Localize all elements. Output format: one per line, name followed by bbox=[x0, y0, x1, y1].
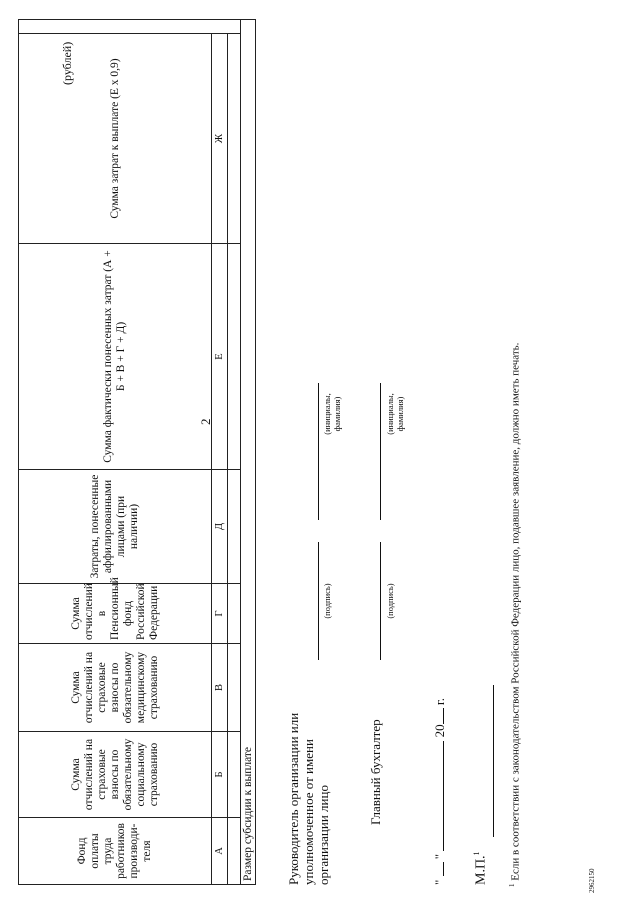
date-line bbox=[432, 645, 448, 885]
accountant-initials-caption: (инициалы, фамилия) bbox=[385, 393, 405, 435]
header-cell: Сумма отчислений на страховые взносы по обязательному социальному страхованию bbox=[19, 732, 212, 818]
letter-cell: Е bbox=[212, 244, 228, 470]
accountant-name-line bbox=[380, 383, 381, 520]
footnote-separator bbox=[493, 685, 494, 837]
letter-cell: В bbox=[212, 644, 228, 732]
year-suffix: г. bbox=[432, 698, 447, 706]
letter-cell: Б bbox=[212, 732, 228, 818]
value-cell bbox=[228, 818, 241, 885]
value-cell bbox=[228, 244, 241, 470]
header-cell: Сумма отчислений на страховые взносы по обязательному медицинскому страхованию bbox=[19, 644, 212, 732]
year-prefix: 20 bbox=[432, 724, 447, 738]
letter-cell: А bbox=[212, 818, 228, 885]
head-signature-line bbox=[318, 542, 319, 660]
date-close-quote: " bbox=[432, 853, 447, 860]
header-cell: Сумма отчислений в Пенсионный фонд Российской Федерации bbox=[19, 584, 212, 644]
accountant-title: Главный бухгалтер bbox=[368, 719, 383, 825]
value-cell bbox=[228, 34, 241, 244]
header-cell: Фонд оплаты труда работников производи-теля bbox=[19, 818, 212, 885]
units-label: (рублей) bbox=[60, 41, 74, 85]
value-cell bbox=[228, 644, 241, 732]
value-cell bbox=[228, 584, 241, 644]
header-cell: Затраты, понесенные аффилированными лицами (при наличии) bbox=[19, 470, 212, 584]
head-initials-caption: (инициалы, фамилия) bbox=[322, 393, 342, 435]
header-cell: Сумма фактически понесенных затрат (А + Б + В + Г + Д) bbox=[19, 244, 212, 470]
date-open-quote: " bbox=[432, 879, 447, 885]
table-summary-row bbox=[241, 20, 256, 885]
accountant-signature-caption: (подпись) bbox=[385, 583, 395, 619]
page-number: 2 bbox=[198, 418, 213, 425]
footnote-text: Если в соответствии с законодательством Российской Федерации лицо, подавшее заявление, должно иметь печать. bbox=[509, 342, 522, 881]
month-blank bbox=[443, 741, 444, 851]
footnote-mark: 1 bbox=[508, 883, 516, 887]
table-blank-row bbox=[228, 20, 241, 885]
seal-footnote-mark: 1 bbox=[472, 851, 481, 856]
value-cell bbox=[228, 470, 241, 584]
document-code: 2962150 bbox=[588, 868, 596, 893]
empty-margin-column bbox=[19, 20, 241, 34]
subsidy-label: Размер субсидии к выплате bbox=[241, 20, 256, 885]
letter-cell: Д bbox=[212, 470, 228, 584]
letter-cell: Ж bbox=[212, 34, 228, 244]
header-cell: Сумма затрат к выплате (Е х 0,9) bbox=[19, 34, 212, 244]
costs-table bbox=[18, 19, 256, 885]
day-blank bbox=[443, 862, 444, 876]
table-header-row bbox=[19, 20, 212, 885]
footnote bbox=[508, 207, 522, 887]
year-blank bbox=[443, 708, 444, 724]
head-signature-caption: (подпись) bbox=[322, 583, 332, 619]
accountant-signature-line bbox=[380, 542, 381, 660]
seal-label: М.П.$^1$ bbox=[472, 851, 489, 885]
table-letters-row bbox=[212, 20, 228, 885]
value-cell bbox=[228, 732, 241, 818]
head-title: Руководитель организации или уполномоченное от имени организации лицо bbox=[286, 712, 331, 885]
letter-cell: Г bbox=[212, 584, 228, 644]
head-name-line bbox=[318, 383, 319, 520]
